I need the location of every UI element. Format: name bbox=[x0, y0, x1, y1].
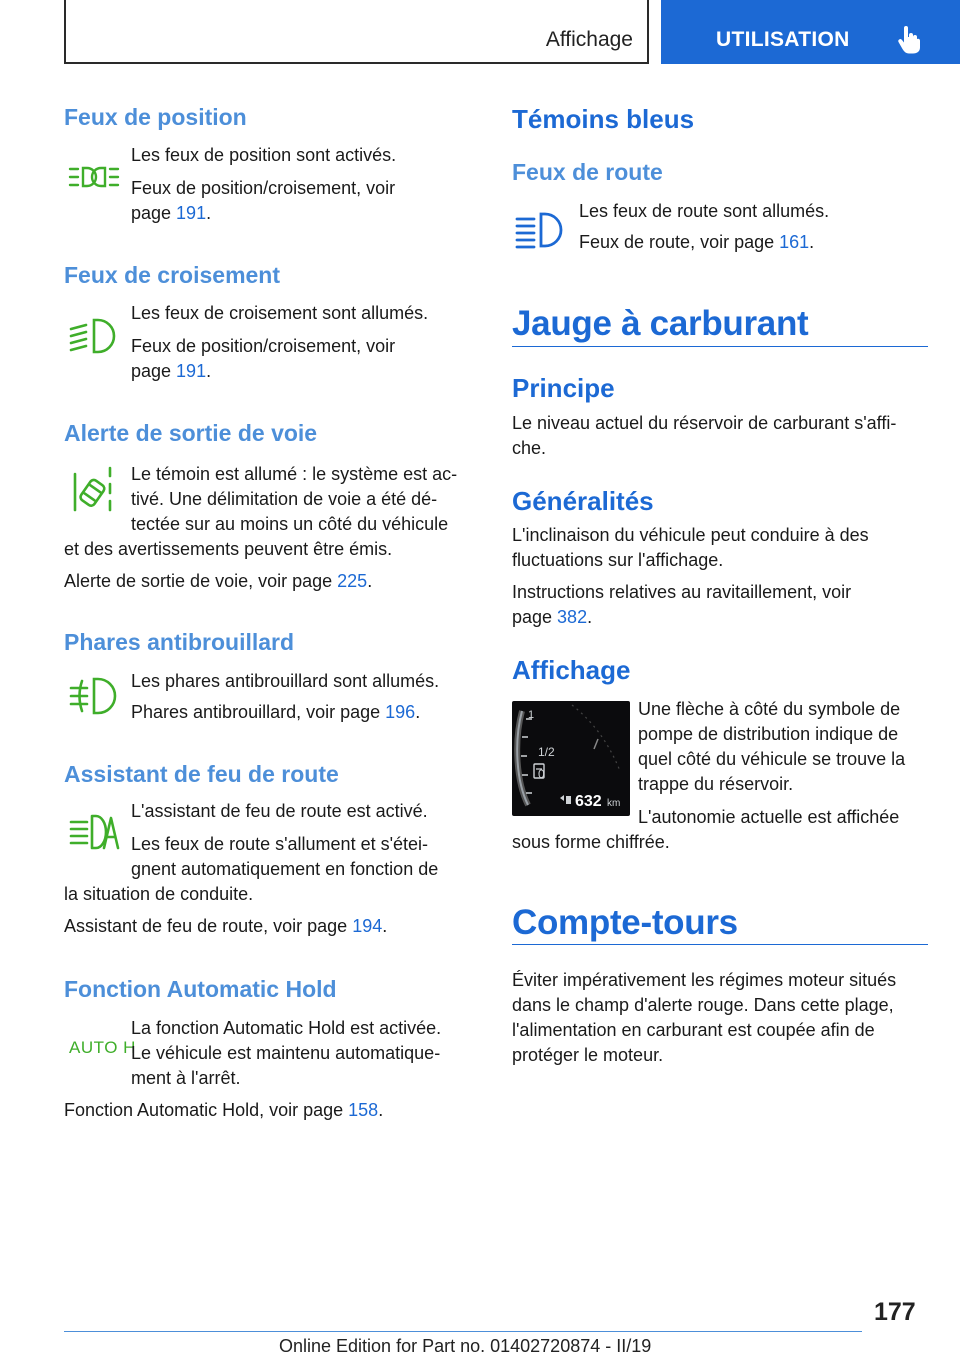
text-assistant-4: la situation de conduite. bbox=[64, 884, 254, 904]
text-feux-croisement-2a: Feux de position/croisement, voir bbox=[131, 336, 396, 356]
page-number: 177 bbox=[874, 1298, 916, 1326]
section-title: UTILISATION bbox=[716, 28, 850, 51]
text-antibrouillard-ref: Phares antibrouillard, voir page 196. bbox=[131, 702, 421, 722]
text-feux-route-1: Les feux de route sont allumés. bbox=[579, 201, 830, 221]
page-link-161[interactable]: 161 bbox=[779, 232, 810, 252]
text-antibrouillard-1: Les phares antibrouillard sont allumés. bbox=[131, 671, 440, 691]
lane-departure-icon bbox=[72, 466, 116, 516]
text-alerte-4: et des avertissements peuvent être émis. bbox=[64, 539, 393, 559]
heading-compte-tours: Compte-tours bbox=[512, 903, 738, 942]
chapter-title: Affichage bbox=[545, 28, 633, 51]
page-link-191[interactable]: 191 bbox=[176, 203, 207, 223]
heading-automatic-hold: Fonction Automatic Hold bbox=[64, 976, 337, 1002]
page-link-196[interactable]: 196 bbox=[385, 702, 416, 722]
text-compte-3: l'alimentation en carburant est coupée afin de bbox=[512, 1020, 875, 1040]
page-link-191b[interactable]: 191 bbox=[176, 361, 207, 381]
text-feux-position-1: Les feux de position sont activés. bbox=[131, 145, 397, 165]
text-affichage-3: quel côté du véhicule se trouve la bbox=[638, 749, 906, 769]
text-compte-4: protéger le moteur. bbox=[512, 1045, 664, 1065]
heading-generalites: Généralités bbox=[512, 486, 654, 516]
text-affichage-6: sous forme chiffrée. bbox=[512, 832, 670, 852]
text-affichage-4: trappe du réservoir. bbox=[638, 774, 794, 794]
high-beam-assistant-icon bbox=[68, 812, 122, 852]
heading-temoins-bleus: Témoins bleus bbox=[512, 104, 695, 134]
high-beam-icon bbox=[514, 210, 566, 250]
heading-phares-antibrouillard: Phares antibrouillard bbox=[64, 629, 295, 655]
header-chapter-box bbox=[64, 0, 649, 64]
gauge-full-mark: 1 bbox=[528, 709, 535, 721]
page-link-382[interactable]: 382 bbox=[557, 607, 588, 627]
text-generalites-3: Instructions relatives au ravitaillement, voir bbox=[512, 582, 852, 602]
footer-edition: Online Edition for Part no. 01402720874 - II/19 bbox=[279, 1336, 652, 1356]
text-affichage-1: Une flèche à côté du symbole de bbox=[638, 699, 901, 719]
pointing-hand-icon bbox=[897, 26, 921, 54]
gauge-zero-label: 0 bbox=[538, 767, 545, 781]
text-autohold-2: Le véhicule est maintenu automatique- bbox=[131, 1043, 441, 1063]
text-compte-1: Éviter impérativement les régimes moteur situés bbox=[512, 970, 897, 990]
text-generalites-2: fluctuations sur l'affichage. bbox=[512, 550, 724, 570]
text-affichage-2: pompe de distribution indique de bbox=[638, 724, 899, 744]
heading-feux-croisement: Feux de croisement bbox=[64, 262, 281, 288]
text-alerte-ref: Alerte de sortie de voie, voir page 225. bbox=[64, 571, 373, 591]
text-assistant-2: Les feux de route s'allument et s'étei- bbox=[131, 834, 429, 854]
text-affichage-5: L'autonomie actuelle est affichée bbox=[638, 807, 900, 827]
text-principe-1: Le niveau actuel du réservoir de carburant s'affi- bbox=[512, 413, 897, 433]
footer-rule bbox=[64, 1331, 862, 1332]
heading-feux-route: Feux de route bbox=[512, 159, 663, 185]
fuel-gauge-image bbox=[512, 701, 630, 816]
page-link-194[interactable]: 194 bbox=[352, 916, 383, 936]
heading-alerte-sortie-voie: Alerte de sortie de voie bbox=[64, 420, 318, 446]
gauge-range-value: 632 bbox=[575, 793, 602, 810]
text-alerte-1: Le témoin est allumé : le système est ac- bbox=[131, 464, 458, 484]
position-lights-icon bbox=[68, 164, 120, 190]
text-feux-position-2b: page 191. bbox=[131, 203, 212, 223]
text-principe-2: che. bbox=[512, 438, 547, 458]
text-autohold-3: ment à l'arrêt. bbox=[131, 1068, 241, 1088]
text-assistant-3: gnent automatiquement en fonction de bbox=[131, 859, 439, 879]
text-generalites-4: page 382. bbox=[512, 607, 593, 627]
text-autohold-1: La fonction Automatic Hold est activée. bbox=[131, 1018, 442, 1038]
text-feux-position-2a: Feux de position/croisement, voir bbox=[131, 178, 396, 198]
heading-principe: Principe bbox=[512, 373, 615, 403]
page-link-158[interactable]: 158 bbox=[348, 1100, 379, 1120]
rule-compte-tours bbox=[512, 944, 928, 945]
heading-jauge-carburant: Jauge à carburant bbox=[512, 304, 809, 343]
page-link-225[interactable]: 225 bbox=[337, 571, 368, 591]
text-feux-croisement-1: Les feux de croisement sont allumés. bbox=[131, 303, 429, 323]
header-section-tab[interactable] bbox=[661, 0, 960, 64]
text-feux-route-ref: Feux de route, voir page 161. bbox=[579, 232, 815, 252]
text-alerte-2: tivé. Une délimitation de voie a été dé- bbox=[131, 489, 438, 509]
text-compte-2: dans le champ d'alerte rouge. Dans cette plage, bbox=[512, 995, 894, 1015]
rule-jauge bbox=[512, 346, 928, 347]
heading-assistant-feu-route: Assistant de feu de route bbox=[64, 761, 339, 787]
gauge-half-label: 1/2 bbox=[538, 745, 555, 759]
low-beam-icon bbox=[68, 316, 118, 356]
fog-light-icon bbox=[68, 675, 118, 717]
auto-hold-icon: AUTO H bbox=[69, 1038, 136, 1057]
text-assistant-ref: Assistant de feu de route, voir page 194. bbox=[64, 916, 388, 936]
text-autohold-ref: Fonction Automatic Hold, voir page 158. bbox=[64, 1100, 384, 1120]
text-assistant-1: L'assistant de feu de route est activé. bbox=[131, 801, 428, 821]
text-alerte-3: tectée sur au moins un côté du véhicule bbox=[131, 514, 449, 534]
text-generalites-1: L'inclinaison du véhicule peut conduire à des bbox=[512, 525, 869, 545]
heading-affichage: Affichage bbox=[512, 655, 631, 685]
gauge-range-unit: km bbox=[607, 798, 621, 809]
heading-feux-position: Feux de position bbox=[64, 104, 247, 130]
text-feux-croisement-2b: page 191. bbox=[131, 361, 212, 381]
